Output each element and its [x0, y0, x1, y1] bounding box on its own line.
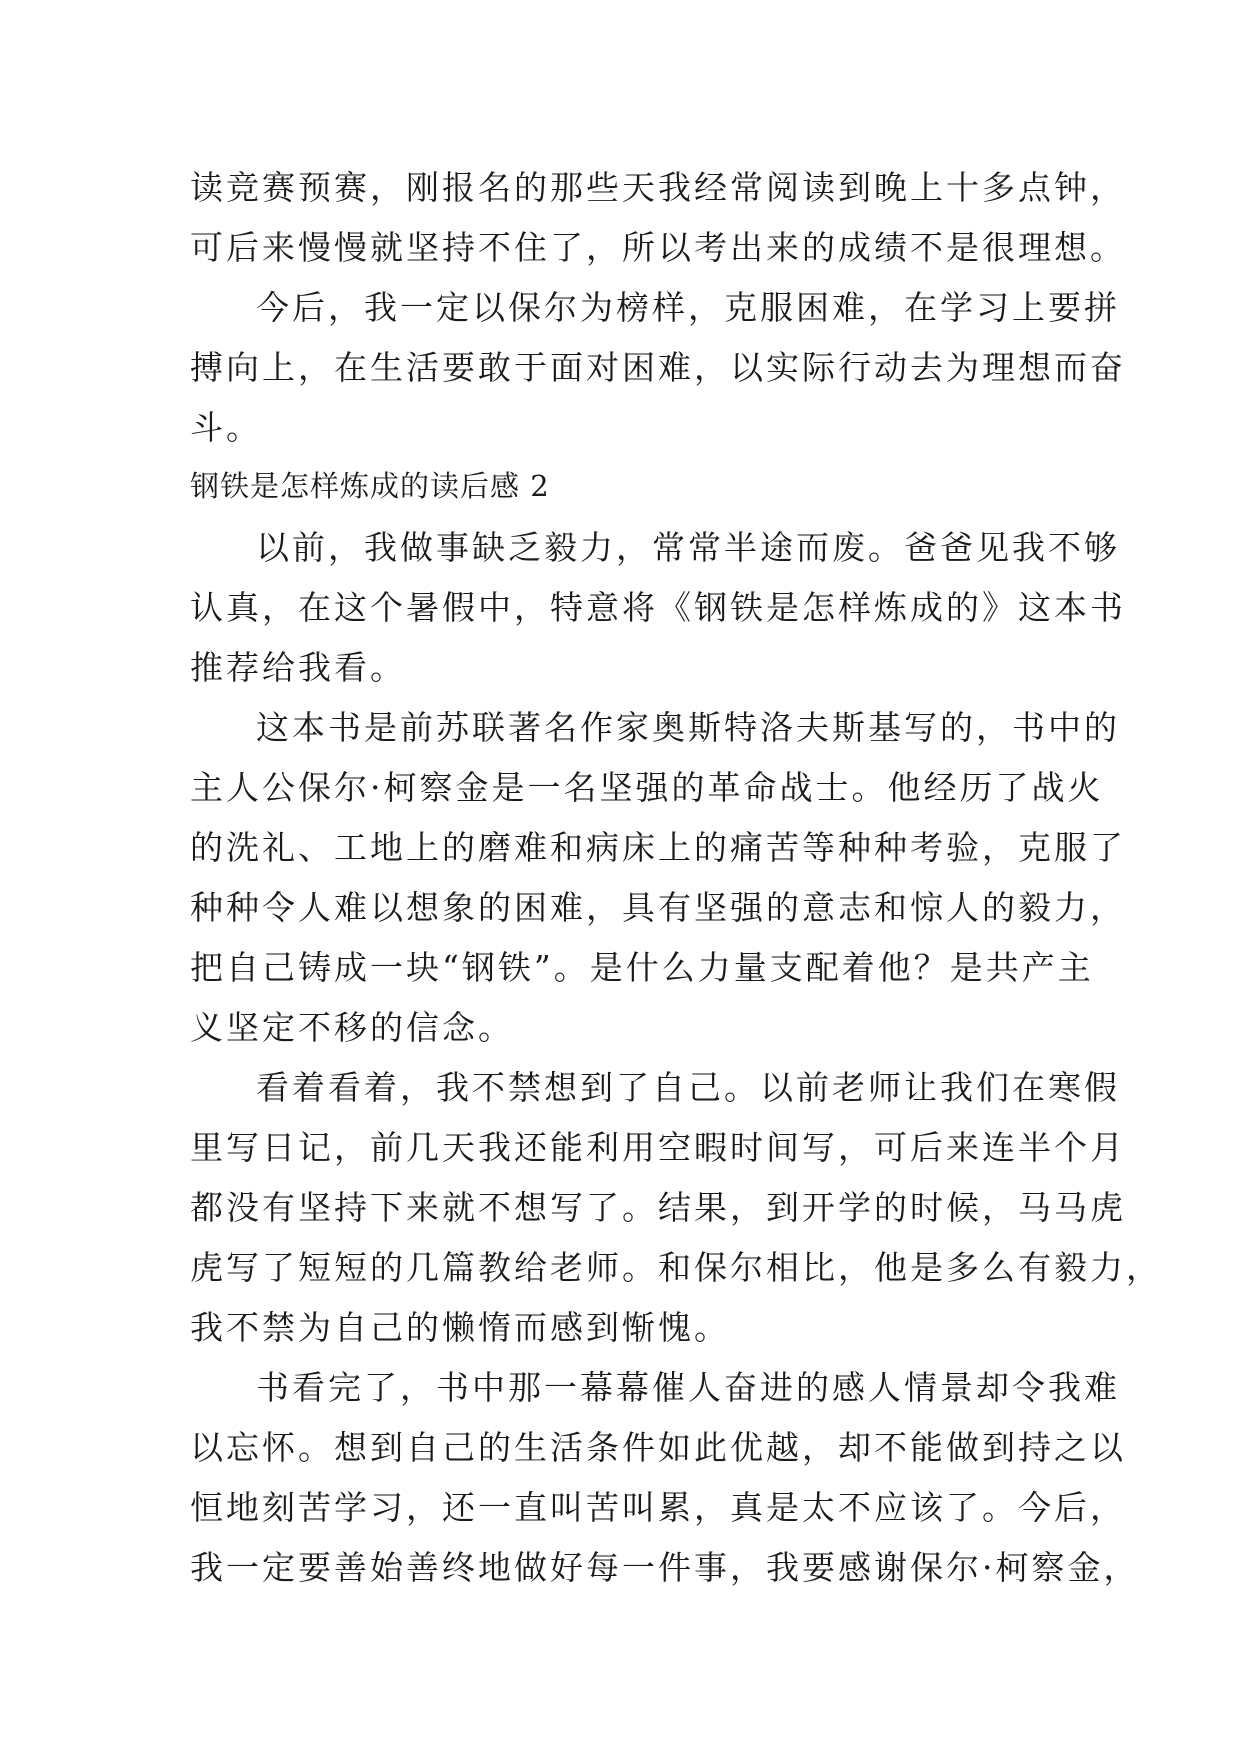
text-line: 认真，在这个暑假中，特意将《钢铁是怎样炼成的》这本书 [190, 588, 1126, 627]
paragraph [190, 1058, 1162, 1358]
paragraph [190, 278, 1126, 458]
text-line: 都没有坚持下来就不想写了。结果，到开学的时候，马马虎 [190, 1188, 1126, 1227]
text-line: 里写日记，前几天我还能利用空暇时间写，可后来连半个月 [190, 1128, 1126, 1167]
text-line: 可后来慢慢就坚持不住了，所以考出来的成绩不是很理想。 [190, 228, 1126, 267]
text-line: 种种令人难以想象的困难，具有坚强的意志和惊人的毅力， [190, 888, 1126, 927]
paragraph [190, 698, 1126, 1058]
paragraph [190, 158, 1126, 278]
paragraph [190, 1358, 1140, 1598]
text-line: 斗。 [190, 408, 262, 447]
text-line: 书看完了，书中那一幕幕催人奋进的感人情景却令我难 [256, 1368, 1120, 1407]
paragraph [190, 518, 1126, 698]
text-line: 我不禁为自己的懒惰而感到惭愧。 [190, 1308, 730, 1347]
text-line: 主人公保尔·柯察金是一名坚强的革命战士。他经历了战火 [190, 768, 1104, 807]
text-line: 以忘怀。想到自己的生活条件如此优越，却不能做到持之以 [190, 1428, 1126, 1467]
text-line: 读竞赛预赛，刚报名的那些天我经常阅读到晚上十多点钟， [190, 168, 1126, 207]
text-line: 这本书是前苏联著名作家奥斯特洛夫斯基写的，书中的 [256, 708, 1120, 747]
text-line: 虎写了短短的几篇教给老师。和保尔相比，他是多么有毅力， [190, 1248, 1162, 1287]
text-line: 推荐给我看。 [190, 648, 406, 687]
text-line: 我一定要善始善终地做好每一件事，我要感谢保尔·柯察金， [190, 1548, 1140, 1587]
text-line: 看着看着，我不禁想到了自己。以前老师让我们在寒假 [256, 1068, 1120, 1107]
text-line: 今后，我一定以保尔为榜样，克服困难，在学习上要拼 [256, 288, 1120, 327]
document-body [190, 158, 1162, 1598]
text-line: 恒地刻苦学习，还一直叫苦叫累，真是太不应该了。今后， [190, 1488, 1126, 1527]
text-line: 搏向上，在生活要敢于面对困难，以实际行动去为理想而奋 [190, 348, 1126, 387]
section-heading [190, 458, 1070, 514]
heading-text: 钢铁是怎样炼成的读后感 2 [190, 469, 550, 503]
text-line: 义坚定不移的信念。 [190, 1008, 514, 1047]
text-line: 把自己铸成一块“钢铁”。是什么力量支配着他？是共产主 [190, 948, 1094, 987]
text-line: 以前，我做事缺乏毅力，常常半途而废。爸爸见我不够 [256, 528, 1120, 567]
text-line: 的洗礼、工地上的磨难和病床上的痛苦等种种考验，克服了 [190, 828, 1126, 867]
